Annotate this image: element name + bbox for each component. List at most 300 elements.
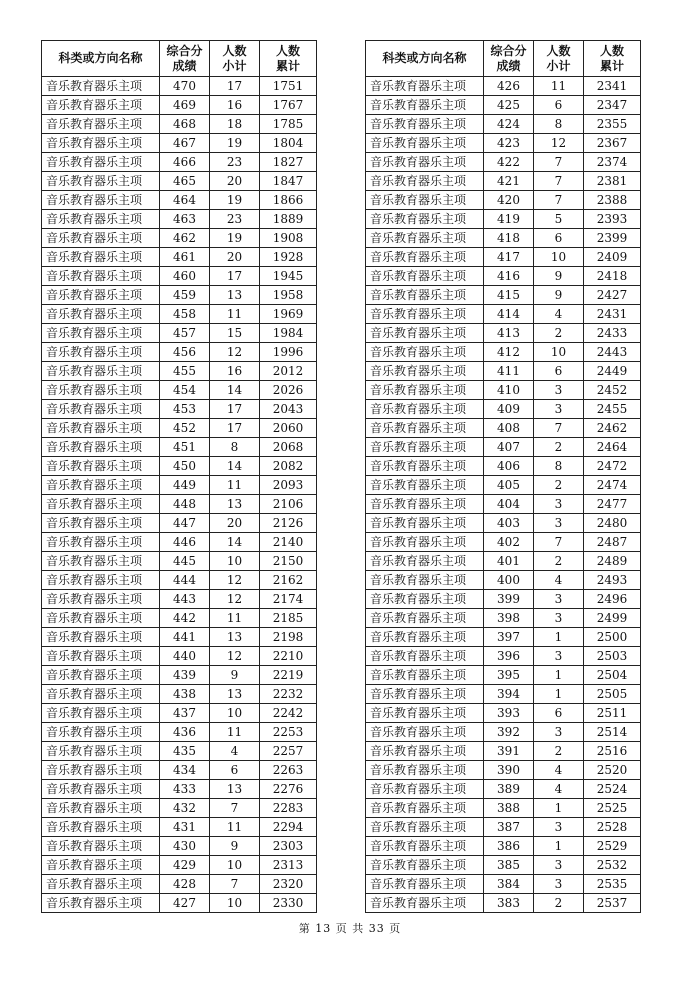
table-row (366, 172, 641, 191)
cell-cumulative: 2374 (584, 153, 641, 172)
cell-score: 391 (484, 742, 534, 761)
cell-name: 音乐教育器乐主项 (42, 761, 160, 780)
table-row (366, 571, 641, 590)
cell-cumulative: 2431 (584, 305, 641, 324)
cell-score: 413 (484, 324, 534, 343)
page-footer: 第 13 页 共 33 页 (298, 922, 402, 935)
cell-name: 音乐教育器乐主项 (366, 780, 484, 799)
table-row (366, 609, 641, 628)
cell-score: 440 (160, 647, 210, 666)
cell-score: 388 (484, 799, 534, 818)
cell-count: 4 (534, 571, 584, 590)
cell-name: 音乐教育器乐主项 (42, 552, 160, 571)
header-score: 综合分 成绩 (160, 41, 210, 77)
cell-name: 音乐教育器乐主项 (42, 476, 160, 495)
cell-score: 435 (160, 742, 210, 761)
cell-count: 13 (210, 495, 260, 514)
cell-cumulative: 2504 (584, 666, 641, 685)
cell-cumulative: 2106 (260, 495, 317, 514)
cell-cumulative: 2253 (260, 723, 317, 742)
cell-cumulative: 2341 (584, 77, 641, 96)
table-row (42, 856, 317, 875)
cell-score: 448 (160, 495, 210, 514)
score-table-left (41, 40, 317, 913)
cell-cumulative: 2489 (584, 552, 641, 571)
table-row (42, 172, 317, 191)
cell-cumulative: 2500 (584, 628, 641, 647)
cell-count: 4 (534, 761, 584, 780)
cell-cumulative: 2464 (584, 438, 641, 457)
cell-cumulative: 1866 (260, 191, 317, 210)
table-row (366, 799, 641, 818)
cell-cumulative: 1804 (260, 134, 317, 153)
cell-cumulative: 2449 (584, 362, 641, 381)
table-row (42, 343, 317, 362)
cell-score: 449 (160, 476, 210, 495)
cell-name: 音乐教育器乐主项 (366, 533, 484, 552)
cell-score: 409 (484, 400, 534, 419)
cell-cumulative: 2347 (584, 96, 641, 115)
cell-name: 音乐教育器乐主项 (42, 438, 160, 457)
cell-count: 4 (534, 305, 584, 324)
table-row (366, 324, 641, 343)
cell-cumulative: 2499 (584, 609, 641, 628)
cell-count: 1 (534, 666, 584, 685)
cell-name: 音乐教育器乐主项 (42, 495, 160, 514)
cell-count: 9 (534, 267, 584, 286)
cell-cumulative: 2472 (584, 457, 641, 476)
cell-name: 音乐教育器乐主项 (42, 286, 160, 305)
cell-name: 音乐教育器乐主项 (42, 742, 160, 761)
cell-name: 音乐教育器乐主项 (366, 476, 484, 495)
cell-score: 465 (160, 172, 210, 191)
cell-score: 422 (484, 153, 534, 172)
cell-cumulative: 2303 (260, 837, 317, 856)
table-row (366, 552, 641, 571)
cell-count: 1 (534, 837, 584, 856)
cell-count: 8 (534, 457, 584, 476)
cell-count: 6 (210, 761, 260, 780)
cell-count: 13 (210, 286, 260, 305)
cell-count: 11 (210, 476, 260, 495)
table-row (42, 381, 317, 400)
cell-name: 音乐教育器乐主项 (366, 115, 484, 134)
cell-count: 2 (534, 438, 584, 457)
cell-name: 音乐教育器乐主项 (366, 609, 484, 628)
cell-name: 音乐教育器乐主项 (42, 419, 160, 438)
cell-count: 3 (534, 856, 584, 875)
table-row (42, 191, 317, 210)
table-row (366, 780, 641, 799)
cell-cumulative: 2455 (584, 400, 641, 419)
table-row (366, 647, 641, 666)
table-row (366, 457, 641, 476)
cell-cumulative: 1827 (260, 153, 317, 172)
cell-count: 10 (210, 894, 260, 913)
cell-score: 386 (484, 837, 534, 856)
cell-name: 音乐教育器乐主项 (366, 742, 484, 761)
cell-count: 17 (210, 400, 260, 419)
cell-name: 音乐教育器乐主项 (42, 799, 160, 818)
cell-name: 音乐教育器乐主项 (366, 818, 484, 837)
cell-score: 421 (484, 172, 534, 191)
table-row (42, 761, 317, 780)
cell-name: 音乐教育器乐主项 (366, 77, 484, 96)
cell-score: 405 (484, 476, 534, 495)
cell-name: 音乐教育器乐主项 (42, 153, 160, 172)
cell-name: 音乐教育器乐主项 (366, 685, 484, 704)
cell-count: 7 (534, 172, 584, 191)
cell-name: 音乐教育器乐主项 (366, 495, 484, 514)
cell-cumulative: 2505 (584, 685, 641, 704)
cell-cumulative: 2452 (584, 381, 641, 400)
cell-cumulative: 2150 (260, 552, 317, 571)
cell-cumulative: 2219 (260, 666, 317, 685)
table-row (42, 115, 317, 134)
cell-name: 音乐教育器乐主项 (366, 552, 484, 571)
cell-name: 音乐教育器乐主项 (366, 153, 484, 172)
cell-score: 400 (484, 571, 534, 590)
table-row (366, 381, 641, 400)
table-row (42, 571, 317, 590)
cell-name: 音乐教育器乐主项 (366, 856, 484, 875)
cell-score: 457 (160, 324, 210, 343)
cell-cumulative: 2082 (260, 457, 317, 476)
cell-count: 11 (210, 818, 260, 837)
cell-count: 1 (534, 628, 584, 647)
header-name: 科类或方向名称 (366, 41, 484, 77)
cell-cumulative: 2242 (260, 704, 317, 723)
cell-cumulative: 2283 (260, 799, 317, 818)
table-row (42, 552, 317, 571)
table-row (366, 267, 641, 286)
cell-count: 5 (534, 210, 584, 229)
header-name: 科类或方向名称 (42, 41, 160, 77)
cell-cumulative: 2520 (584, 761, 641, 780)
cell-count: 10 (210, 704, 260, 723)
table-row (366, 837, 641, 856)
cell-name: 音乐教育器乐主项 (366, 286, 484, 305)
cell-cumulative: 1889 (260, 210, 317, 229)
cell-score: 416 (484, 267, 534, 286)
cell-cumulative: 1928 (260, 248, 317, 267)
cell-name: 音乐教育器乐主项 (42, 457, 160, 476)
cell-count: 2 (534, 742, 584, 761)
cell-name: 音乐教育器乐主项 (366, 305, 484, 324)
cell-name: 音乐教育器乐主项 (42, 343, 160, 362)
cell-count: 10 (534, 343, 584, 362)
cell-count: 20 (210, 172, 260, 191)
cell-name: 音乐教育器乐主项 (42, 96, 160, 115)
table-row (366, 305, 641, 324)
cell-name: 音乐教育器乐主项 (42, 704, 160, 723)
cell-cumulative: 2174 (260, 590, 317, 609)
table-row (366, 438, 641, 457)
cell-cumulative: 2535 (584, 875, 641, 894)
cell-name: 音乐教育器乐主项 (42, 115, 160, 134)
table-row (42, 324, 317, 343)
cell-score: 451 (160, 438, 210, 457)
table-row (42, 742, 317, 761)
cell-count: 23 (210, 153, 260, 172)
cell-count: 14 (210, 533, 260, 552)
table-row (42, 647, 317, 666)
cell-count: 12 (210, 647, 260, 666)
cell-name: 音乐教育器乐主项 (366, 704, 484, 723)
table-row (366, 210, 641, 229)
table-row (42, 609, 317, 628)
table-row (42, 248, 317, 267)
cell-count: 11 (210, 609, 260, 628)
cell-cumulative: 2524 (584, 780, 641, 799)
cell-cumulative: 2480 (584, 514, 641, 533)
table-row (42, 704, 317, 723)
table-row (366, 248, 641, 267)
cell-count: 13 (210, 685, 260, 704)
cell-name: 音乐教育器乐主项 (42, 533, 160, 552)
cell-name: 音乐教育器乐主项 (366, 761, 484, 780)
cell-score: 403 (484, 514, 534, 533)
cell-count: 18 (210, 115, 260, 134)
cell-name: 音乐教育器乐主项 (42, 780, 160, 799)
cell-cumulative: 2514 (584, 723, 641, 742)
table-row (366, 286, 641, 305)
cell-count: 4 (534, 780, 584, 799)
cell-count: 16 (210, 362, 260, 381)
cell-name: 音乐教育器乐主项 (366, 191, 484, 210)
cell-name: 音乐教育器乐主项 (366, 666, 484, 685)
cell-count: 11 (534, 77, 584, 96)
table-row (42, 837, 317, 856)
cell-name: 音乐教育器乐主项 (366, 210, 484, 229)
cell-score: 432 (160, 799, 210, 818)
cell-cumulative: 1996 (260, 343, 317, 362)
cell-score: 469 (160, 96, 210, 115)
cell-name: 音乐教育器乐主项 (42, 210, 160, 229)
cell-cumulative: 2257 (260, 742, 317, 761)
cell-cumulative: 2012 (260, 362, 317, 381)
cell-score: 428 (160, 875, 210, 894)
cell-count: 4 (210, 742, 260, 761)
cell-cumulative: 1751 (260, 77, 317, 96)
table-row (366, 96, 641, 115)
cell-cumulative: 2367 (584, 134, 641, 153)
cell-count: 2 (534, 552, 584, 571)
cell-cumulative: 2399 (584, 229, 641, 248)
cell-cumulative: 2433 (584, 324, 641, 343)
cell-cumulative: 2427 (584, 286, 641, 305)
cell-score: 420 (484, 191, 534, 210)
cell-count: 10 (210, 856, 260, 875)
cell-score: 438 (160, 685, 210, 704)
cell-count: 10 (534, 248, 584, 267)
table-row (42, 894, 317, 913)
cell-cumulative: 2493 (584, 571, 641, 590)
cell-score: 396 (484, 647, 534, 666)
cell-count: 7 (534, 533, 584, 552)
cell-count: 2 (534, 476, 584, 495)
cell-name: 音乐教育器乐主项 (366, 134, 484, 153)
table-row (366, 495, 641, 514)
cell-cumulative: 2313 (260, 856, 317, 875)
table-row (366, 723, 641, 742)
cell-count: 11 (210, 723, 260, 742)
cell-score: 442 (160, 609, 210, 628)
cell-name: 音乐教育器乐主项 (42, 647, 160, 666)
table-row (366, 77, 641, 96)
table-row (42, 799, 317, 818)
cell-score: 458 (160, 305, 210, 324)
cell-name: 音乐教育器乐主项 (366, 96, 484, 115)
cell-name: 音乐教育器乐主项 (42, 381, 160, 400)
cell-score: 390 (484, 761, 534, 780)
cell-count: 9 (210, 666, 260, 685)
cell-count: 6 (534, 229, 584, 248)
cell-score: 426 (484, 77, 534, 96)
cell-count: 14 (210, 381, 260, 400)
cell-count: 19 (210, 191, 260, 210)
cell-score: 427 (160, 894, 210, 913)
cell-score: 414 (484, 305, 534, 324)
cell-count: 14 (210, 457, 260, 476)
cell-cumulative: 2126 (260, 514, 317, 533)
cell-score: 407 (484, 438, 534, 457)
cell-cumulative: 2525 (584, 799, 641, 818)
cell-score: 443 (160, 590, 210, 609)
cell-score: 454 (160, 381, 210, 400)
cell-cumulative: 1767 (260, 96, 317, 115)
cell-count: 12 (210, 571, 260, 590)
cell-score: 437 (160, 704, 210, 723)
table-row (42, 533, 317, 552)
cell-count: 3 (534, 818, 584, 837)
table-row (42, 590, 317, 609)
cell-cumulative: 2162 (260, 571, 317, 590)
cell-score: 389 (484, 780, 534, 799)
table-row (42, 438, 317, 457)
cell-score: 393 (484, 704, 534, 723)
cell-count: 2 (534, 894, 584, 913)
cell-score: 450 (160, 457, 210, 476)
cell-count: 3 (534, 647, 584, 666)
cell-cumulative: 2198 (260, 628, 317, 647)
cell-score: 408 (484, 419, 534, 438)
header-row (42, 41, 317, 77)
cell-score: 460 (160, 267, 210, 286)
table-row (366, 704, 641, 723)
cell-count: 20 (210, 514, 260, 533)
cell-score: 453 (160, 400, 210, 419)
cell-score: 425 (484, 96, 534, 115)
cell-cumulative: 2516 (584, 742, 641, 761)
cell-name: 音乐教育器乐主项 (366, 894, 484, 913)
cell-cumulative: 2418 (584, 267, 641, 286)
table-row (42, 134, 317, 153)
table-row (366, 191, 641, 210)
table-row (366, 533, 641, 552)
cell-name: 音乐教育器乐主项 (42, 134, 160, 153)
table-row (366, 742, 641, 761)
cell-count: 7 (534, 419, 584, 438)
cell-score: 459 (160, 286, 210, 305)
cell-name: 音乐教育器乐主项 (366, 571, 484, 590)
cell-cumulative: 2537 (584, 894, 641, 913)
cell-score: 446 (160, 533, 210, 552)
cell-cumulative: 2529 (584, 837, 641, 856)
cell-score: 406 (484, 457, 534, 476)
cell-name: 音乐教育器乐主项 (366, 229, 484, 248)
cell-cumulative: 2388 (584, 191, 641, 210)
cell-cumulative: 1908 (260, 229, 317, 248)
table-row (366, 229, 641, 248)
cell-score: 456 (160, 343, 210, 362)
cell-name: 音乐教育器乐主项 (366, 799, 484, 818)
cell-name: 音乐教育器乐主项 (366, 723, 484, 742)
cell-count: 7 (534, 191, 584, 210)
table-row (42, 362, 317, 381)
table-row (366, 476, 641, 495)
cell-score: 429 (160, 856, 210, 875)
cell-score: 399 (484, 590, 534, 609)
header-score: 综合分 成绩 (484, 41, 534, 77)
table-row (42, 514, 317, 533)
cell-cumulative: 2026 (260, 381, 317, 400)
cell-name: 音乐教育器乐主项 (366, 172, 484, 191)
cell-count: 6 (534, 96, 584, 115)
cell-cumulative: 2185 (260, 609, 317, 628)
cell-name: 音乐教育器乐主项 (366, 875, 484, 894)
cell-count: 3 (534, 400, 584, 419)
cell-cumulative: 2140 (260, 533, 317, 552)
cell-cumulative: 2043 (260, 400, 317, 419)
cell-name: 音乐教育器乐主项 (366, 628, 484, 647)
cell-cumulative: 1958 (260, 286, 317, 305)
cell-cumulative: 2232 (260, 685, 317, 704)
header-count: 人数 小计 (534, 41, 584, 77)
cell-score: 418 (484, 229, 534, 248)
cell-cumulative: 2532 (584, 856, 641, 875)
cell-name: 音乐教育器乐主项 (366, 400, 484, 419)
header-cumulative: 人数 累计 (584, 41, 641, 77)
cell-cumulative: 2330 (260, 894, 317, 913)
cell-cumulative: 2503 (584, 647, 641, 666)
cell-count: 8 (210, 438, 260, 457)
cell-cumulative: 2276 (260, 780, 317, 799)
cell-cumulative: 2409 (584, 248, 641, 267)
table-row (366, 514, 641, 533)
cell-count: 9 (210, 837, 260, 856)
cell-score: 466 (160, 153, 210, 172)
cell-score: 394 (484, 685, 534, 704)
cell-cumulative: 2487 (584, 533, 641, 552)
cell-cumulative: 2477 (584, 495, 641, 514)
cell-name: 音乐教育器乐主项 (42, 894, 160, 913)
cell-count: 3 (534, 381, 584, 400)
cell-score: 444 (160, 571, 210, 590)
table-row (42, 400, 317, 419)
cell-score: 410 (484, 381, 534, 400)
cell-cumulative: 1945 (260, 267, 317, 286)
cell-score: 383 (484, 894, 534, 913)
cell-name: 音乐教育器乐主项 (42, 514, 160, 533)
table-row (42, 305, 317, 324)
cell-name: 音乐教育器乐主项 (366, 324, 484, 343)
cell-count: 6 (534, 704, 584, 723)
cell-score: 470 (160, 77, 210, 96)
header-row (366, 41, 641, 77)
cell-score: 385 (484, 856, 534, 875)
cell-count: 17 (210, 77, 260, 96)
